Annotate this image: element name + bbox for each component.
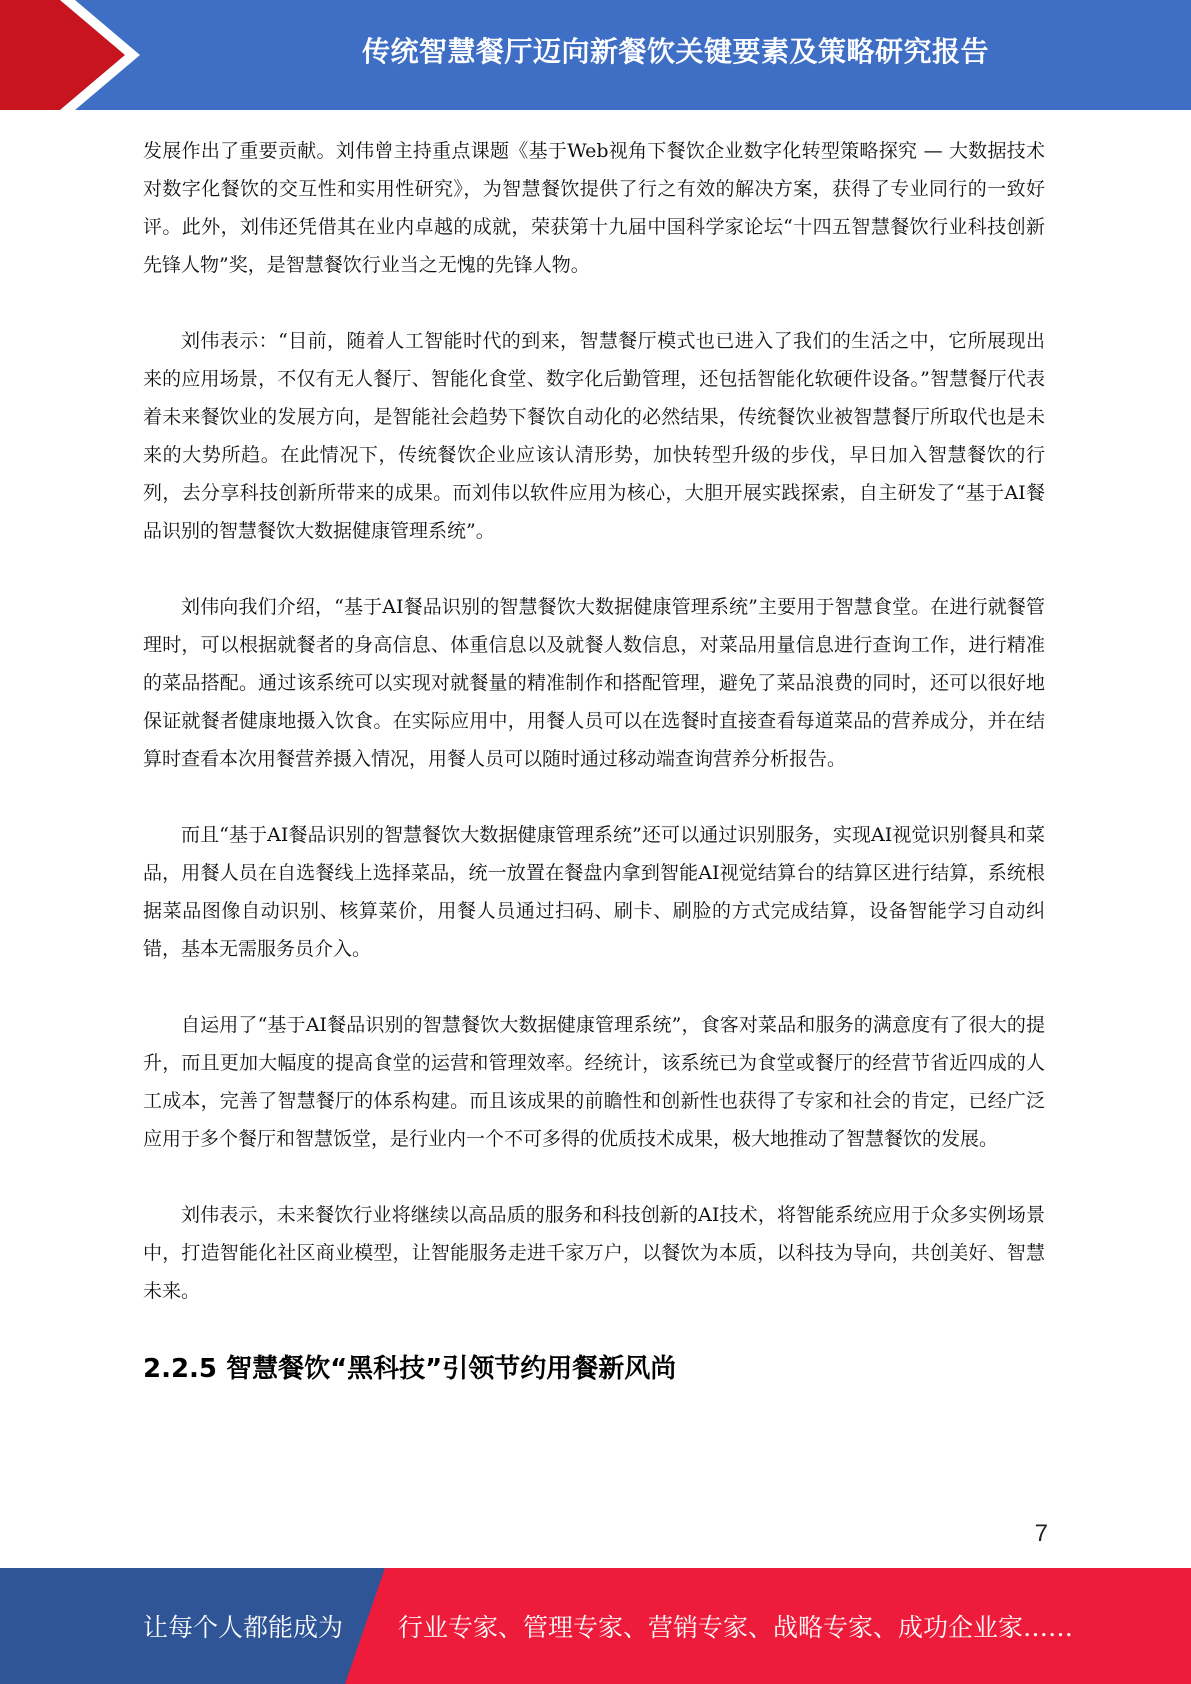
paragraph-6: 刘伟表示，未来餐饮行业将继续以高品质的服务和科技创新的AI技术，将智能系统应用于众多实例场景中，打造智能化社区商业模型，让智能服务走进千家万户，以餐饮为本质，以科技为导向，共创美好、智慧未来。 <box>143 1204 1045 1302</box>
footer-slogan-right: 行业专家、管理专家、营销专家、战略专家、成功企业家…… <box>398 1613 1074 1642</box>
header-arrow-decoration <box>0 0 160 110</box>
section-heading: 2.2.5 智慧餐饮“黑科技”引领节约用餐新风尚 <box>143 1354 677 1384</box>
paragraph-2: 刘伟表示：“目前，随着人工智能时代的到来，智慧餐厅模式也已进入了我们的生活之中，它所展现出来的应用场景，不仅有无人餐厅、智能化食堂、数字化后勤管理，还包括智能化软硬件设备。”智慧餐厅代表着未来餐饮业的发展方向，是智能社会趋势下餐饮自动化的必然结果，传统餐饮业被智慧餐厅所取代也是未来的大势所趋。在此情况下，传统餐饮企业应该认清形势，加快转型升级的步伐，早日加入智慧餐饮的行列，去分享科技创新所带来的成果。而刘伟以软件应用为核心，大胆开展实践探索，自主研发了“基于AI餐品识别的智慧餐饮大数据健康管理系统”。 <box>143 330 1045 542</box>
main-content <box>143 132 1045 1385</box>
paragraph-5: 自运用了“基于AI餐品识别的智慧餐饮大数据健康管理系统”，食客对菜品和服务的满意度有了很大的提升，而且更加大幅度的提高食堂的运营和管理效率。经统计，该系统已为食堂或餐厅的经营节省近四成的人工成本，完善了智慧餐厅的体系构建。而且该成果的前瞻性和创新性也获得了专家和社会的肯定，已经广泛应用于多个餐厅和智慧饭堂，是行业内一个不可多得的优质技术成果，极大地推动了智慧餐饮的发展。 <box>143 1014 1045 1150</box>
page-footer <box>0 1568 1191 1684</box>
footer-slogan-left: 让每个人都能成为 <box>143 1613 344 1642</box>
page-header <box>0 0 1191 110</box>
page-number: 7 <box>1034 1520 1048 1547</box>
paragraph-3: 刘伟向我们介绍，“基于AI餐品识别的智慧餐饮大数据健康管理系统”主要用于智慧食堂。在进行就餐管理时，可以根据就餐者的身高信息、体重信息以及就餐人数信息，对菜品用量信息进行查询工作，进行精准的菜品搭配。通过该系统可以实现对就餐量的精准制作和搭配管理，避免了菜品浪费的同时，还可以很好地保证就餐者健康地摄入饮食。在实际应用中，用餐人员可以在选餐时直接查看每道菜品的营养成分，并在结算时查看本次用餐营养摄入情况，用餐人员可以随时通过移动端查询营养分析报告。 <box>143 596 1045 770</box>
paragraph-4: 而且“基于AI餐品识别的智慧餐饮大数据健康管理系统”还可以通过识别服务，实现AI视觉识别餐具和菜品，用餐人员在自选餐线上选择菜品，统一放置在餐盘内拿到智能AI视觉结算台的结算区进行结算，系统根据菜品图像自动识别、核算菜价，用餐人员通过扫码、刷卡、刷脸的方式完成结算，设备智能学习自动纠错，基本无需服务员介入。 <box>143 824 1045 960</box>
paragraph-1: 发展作出了重要贡献。刘伟曾主持重点课题《基于Web视角下餐饮企业数字化转型策略探究 — 大数据技术对数字化餐饮的交互性和实用性研究》，为智慧餐饮提供了行之有效的解决方案，获得了专业同行的一致好评。此外，刘伟还凭借其在业内卓越的成就，荣获第十九届中国科学家论坛“十四五智慧餐饮行业科技创新先锋人物”奖，是智慧餐饮行业当之无愧的先锋人物。 <box>143 140 1045 276</box>
header-title: 传统智慧餐厅迈向新餐饮关键要素及策略研究报告 <box>361 35 989 68</box>
